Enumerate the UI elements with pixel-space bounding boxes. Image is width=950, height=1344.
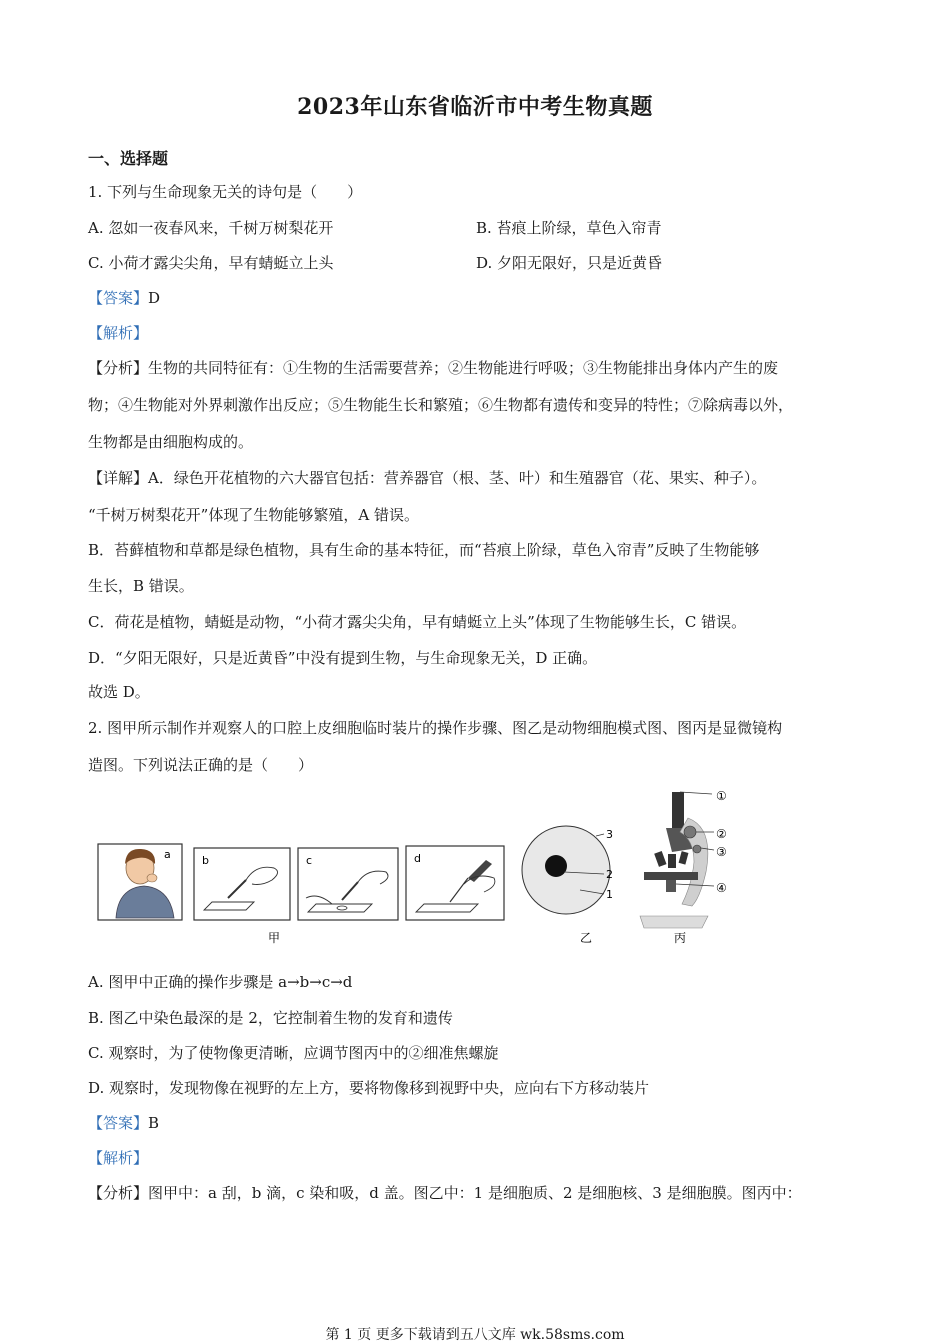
- q1-analysis-tag: 【解析】: [88, 324, 149, 342]
- q1-option-b: B. 苔痕上阶绿，草色入帘青: [476, 219, 662, 237]
- panel-d: [406, 846, 504, 920]
- q2-stem-1: 2. 图甲所示制作并观察人的口腔上皮细胞临时装片的操作步骤、图乙是动物细胞模式图、图丙是显微镜构: [88, 719, 783, 737]
- microscope-label-2: ②: [716, 827, 727, 841]
- panel-b-letter: b: [202, 854, 209, 867]
- q2-figure: [96, 788, 756, 948]
- q1-xiangjie-6: D．“夕阳无限好，只是近黄昏”中没有提到生物，与生命现象无关，D 正确。: [88, 649, 598, 667]
- label-yi: 乙: [580, 931, 593, 945]
- microscope-label-1: ①: [716, 789, 727, 803]
- panel-c: [298, 848, 398, 920]
- q1-fenxi-1: [88, 358, 778, 378]
- page-footer: 第 1 页 更多下载请到五八文库 wk.58sms.com: [325, 1327, 625, 1343]
- animal-cell: [522, 826, 613, 945]
- q1-option-a: A. 忽如一夜春风来，千树万树梨花开: [88, 219, 334, 237]
- q2-stem-2: 造图。下列说法正确的是（ ）: [88, 756, 314, 774]
- panel-a-letter: a: [164, 848, 171, 861]
- q1-answer: [88, 288, 160, 308]
- q1-fenxi-3: 生物都是由细胞构成的。: [88, 433, 254, 451]
- label-bing: 丙: [674, 931, 687, 945]
- microscope-label-3: ③: [716, 845, 727, 859]
- q1-stem: 1. 下列与生命现象无关的诗句是（ ）: [88, 183, 363, 201]
- q1-xiangjie-2: “千树万树梨花开”体现了生物能够繁殖，A 错误。: [88, 506, 419, 524]
- xiangjie-tag: 【详解】: [88, 469, 149, 487]
- q1-xiangjie-1: [88, 468, 766, 488]
- q2-option-a: A. 图甲中正确的操作步骤是 a→b→c→d: [88, 973, 353, 991]
- q1-fenxi-2: 物；④生物能对外界刺激作出反应；⑤生物能生长和繁殖；⑥生物都有遗传和变异的特性；⑦除病毒以外，: [88, 396, 794, 414]
- answer-value: D: [148, 289, 161, 307]
- panel-a: [98, 844, 182, 920]
- fenxi-tag: 【分析】: [88, 1184, 149, 1202]
- cell-label-2: 2: [606, 868, 613, 881]
- label-jia: 甲: [268, 931, 281, 945]
- q1-xiangjie-3: B．苔藓植物和草都是绿色植物，具有生命的基本特征，而“苔痕上阶绿，草色入帘青”反映了生物能够: [88, 541, 760, 559]
- q2-option-d: D. 观察时，发现物像在视野的左上方，要将物像移到视野中央，应向右下方移动装片: [88, 1079, 650, 1097]
- cell-label-1: 1: [606, 888, 613, 901]
- q1-xiangjie-4: 生长，B 错误。: [88, 577, 194, 595]
- panel-b: [194, 848, 290, 920]
- answer-value: B: [148, 1114, 160, 1132]
- answer-tag: 【答案】: [88, 289, 149, 307]
- section-heading: 一、选择题: [88, 149, 169, 168]
- q1-option-d: D. 夕阳无限好，只是近黄昏: [476, 254, 663, 272]
- xiangjie-text: A．绿色开花植物的六大器官包括：营养器官（根、茎、叶）和生殖器官（花、果实、种子）。: [148, 469, 767, 487]
- page-title: 2023年山东省临沂市中考生物真题: [297, 94, 653, 120]
- q1-conclusion: 故选 D。: [88, 683, 150, 701]
- panel-c-letter: c: [306, 854, 313, 867]
- fenxi-text: 图甲中：a 刮，b 滴，c 染和吸，d 盖。图乙中：1 是细胞质、2 是细胞核、3 是细胞膜。图丙中：: [148, 1184, 802, 1202]
- q1-xiangjie-5: C．荷花是植物，蜻蜓是动物，“小荷才露尖尖角，早有蜻蜓立上头”体现了生物能够生长，C 错误。: [88, 613, 747, 631]
- fenxi-tag: 【分析】: [88, 359, 149, 377]
- q2-fenxi-1: [88, 1183, 802, 1203]
- fenxi-text: 生物的共同特征有：①生物的生活需要营养；②生物能进行呼吸；③生物能排出身体内产生的废: [148, 359, 779, 377]
- q2-option-c: C. 观察时，为了使物像更清晰，应调节图丙中的②细准焦螺旋: [88, 1044, 499, 1062]
- panel-d-letter: d: [414, 852, 421, 865]
- microscope-label-4: ④: [716, 881, 727, 895]
- microscope: [640, 789, 727, 945]
- q2-answer: [88, 1113, 159, 1133]
- q2-analysis-tag: 【解析】: [88, 1149, 149, 1167]
- q2-option-b: B. 图乙中染色最深的是 2，它控制着生物的发育和遗传: [88, 1009, 453, 1027]
- cell-label-3: 3: [606, 828, 613, 841]
- q1-option-c: C. 小荷才露尖尖角，早有蜻蜓立上头: [88, 254, 334, 272]
- answer-tag: 【答案】: [88, 1114, 149, 1132]
